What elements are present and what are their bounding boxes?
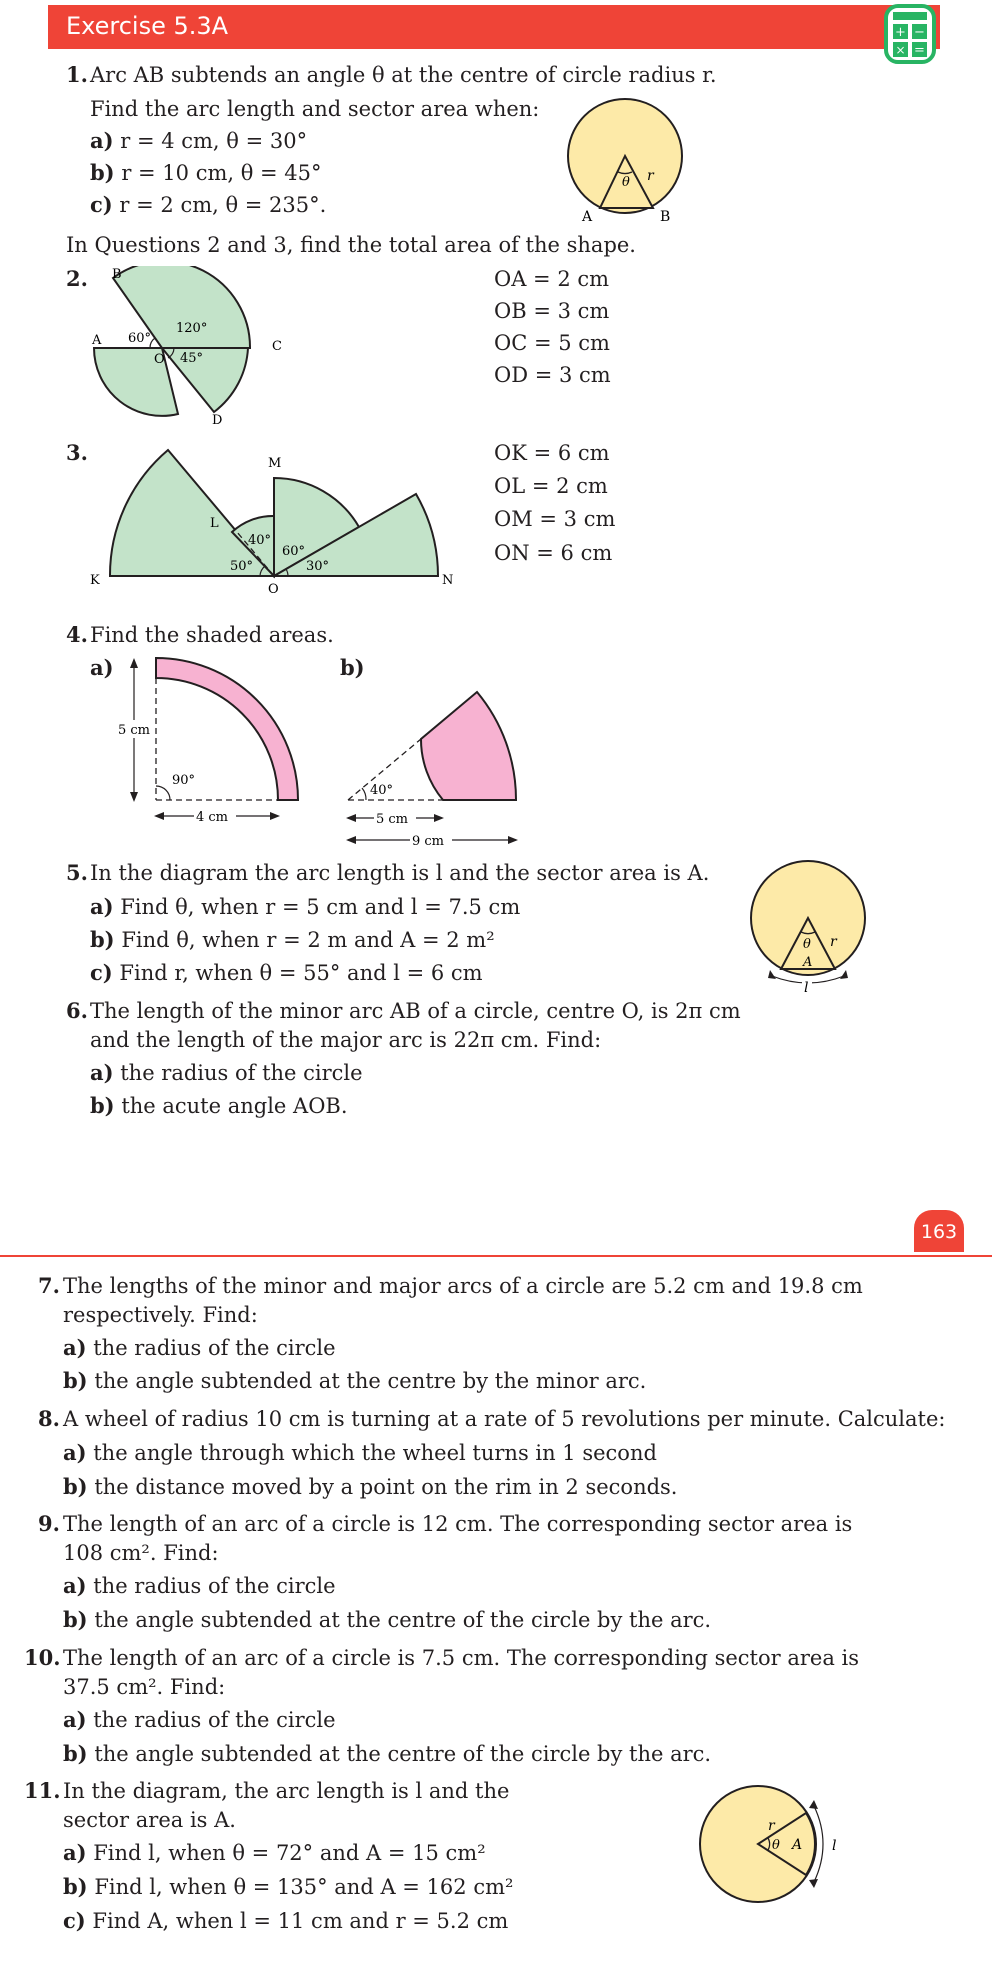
q11-theta-label: θ	[772, 1838, 780, 1853]
q3-K-label: K	[90, 573, 100, 588]
q9-line2: 108 cm². Find:	[63, 1541, 219, 1565]
q5-l-label: l	[804, 980, 809, 996]
svg-text:+: +	[895, 25, 906, 40]
q3-O-label: O	[268, 582, 279, 597]
q3-angle-30: 30°	[306, 559, 330, 574]
svg-text:−: −	[914, 25, 925, 40]
q4a-width-label: 4 cm	[196, 810, 229, 825]
q8-line1: A wheel of radius 10 cm is turning at a rate of 5 revolutions per minute. Calculate:	[63, 1407, 946, 1431]
q1-line2: Find the arc length and sector area when:	[90, 97, 540, 121]
q3-N-label: N	[442, 573, 454, 588]
q7-line2: respectively. Find:	[63, 1303, 258, 1327]
q10-number: 10.	[24, 1645, 61, 1670]
q10-line2: 37.5 cm². Find:	[63, 1675, 226, 1699]
exercise-title: Exercise 5.3A	[66, 12, 229, 40]
q3-shape-diagram	[84, 440, 464, 600]
q8-number: 8.	[38, 1406, 60, 1431]
q4b-diagram	[336, 680, 526, 850]
q6-a: a) the radius of the circle	[90, 1060, 363, 1085]
q4-b-label: b)	[340, 655, 365, 680]
q7-b: b) the angle subtended at the centre by the minor arc.	[63, 1368, 647, 1393]
q2-number: 2.	[66, 266, 88, 291]
q2-O-label: O	[154, 352, 165, 367]
q9-a: a) the radius of the circle	[63, 1573, 336, 1598]
q1-b: b) r = 10 cm, θ = 45°	[90, 160, 322, 185]
q3-L-label: L	[210, 516, 219, 531]
q6-number: 6.	[66, 998, 88, 1023]
q7-a: a) the radius of the circle	[63, 1335, 336, 1360]
q4a-height-label: 5 cm	[118, 723, 151, 738]
q2-A-label: A	[92, 333, 102, 348]
q1-line1: Arc AB subtends an angle θ at the centre of circle radius r.	[90, 63, 717, 87]
q4a-diagram	[110, 650, 310, 830]
q1-a: a) r = 4 cm, θ = 30°	[90, 128, 308, 153]
q5-a: a) Find θ, when r = 5 cm and l = 7.5 cm	[90, 894, 521, 919]
q2-shape-diagram	[84, 266, 294, 436]
q5-circle-diagram	[748, 858, 878, 998]
q11-l-label: l	[832, 1838, 837, 1854]
q4-a-label: a)	[90, 655, 114, 680]
q5-b: b) Find θ, when r = 2 m and A = 2 m²	[90, 927, 495, 952]
q11-b: b) Find l, when θ = 135° and A = 162 cm²	[63, 1874, 514, 1899]
q9-b: b) the angle subtended at the centre of the circle by the arc.	[63, 1607, 712, 1632]
q4a-angle-label: 90°	[172, 773, 196, 788]
q2-angle-60: 60°	[128, 331, 152, 346]
q4b-outer-label: 9 cm	[412, 834, 445, 849]
q4-text: Find the shaded areas.	[90, 623, 334, 647]
q10-a: a) the radius of the circle	[63, 1707, 336, 1732]
q11-r-label: r	[768, 1818, 775, 1834]
q8-a: a) the angle through which the wheel turns in 1 second	[63, 1440, 657, 1465]
q11-circle-diagram	[696, 1782, 846, 1912]
q3-number: 3.	[66, 440, 88, 465]
q5-theta-label: θ	[803, 937, 811, 952]
q3-measure-om: OM = 3 cm	[494, 507, 616, 531]
q2-angle-45: 45°	[180, 351, 204, 366]
q3-M-label: M	[268, 456, 282, 471]
q7-number: 7.	[38, 1273, 60, 1298]
q6-line1: The length of the minor arc AB of a circle, centre O, is 2π cm	[90, 999, 741, 1023]
q11-A-label: A	[792, 1837, 803, 1853]
q1-c: c) r = 2 cm, θ = 235°.	[90, 192, 327, 217]
page-divider	[0, 1255, 992, 1257]
q1-A-label: A	[582, 209, 593, 225]
q2-measure-oc: OC = 5 cm	[494, 331, 610, 355]
q11-line2: sector area is A.	[63, 1808, 236, 1832]
q4-number: 4.	[66, 622, 88, 647]
q8-b: b) the distance moved by a point on the rim in 2 seconds.	[63, 1474, 678, 1499]
q11-c: c) Find A, when l = 11 cm and r = 5.2 cm	[63, 1908, 509, 1933]
q4b-angle-label: 40°	[370, 783, 394, 798]
q1-B-label: B	[660, 209, 671, 225]
q2-D-label: D	[212, 413, 223, 428]
q11-a: a) Find l, when θ = 72° and A = 15 cm²	[63, 1840, 486, 1865]
q2-angle-120: 120°	[176, 321, 208, 336]
q3-angle-40: 40°	[248, 533, 272, 548]
svg-text:×: ×	[895, 43, 906, 57]
q6-line2: and the length of the major arc is 22π cm. Find:	[90, 1028, 602, 1052]
q10-line1: The length of an arc of a circle is 7.5 cm. The corresponding sector area is	[63, 1646, 860, 1670]
q2-measure-ob: OB = 3 cm	[494, 299, 610, 323]
q1-circle-diagram	[560, 96, 690, 226]
q1-r-label: r	[647, 168, 654, 184]
q2-C-label: C	[272, 339, 282, 354]
q5-c: c) Find r, when θ = 55° and l = 6 cm	[90, 960, 483, 985]
intro-q2-q3: In Questions 2 and 3, find the total area of the shape.	[66, 233, 636, 257]
q2-B-label: B	[112, 267, 122, 282]
q3-measure-on: ON = 6 cm	[494, 541, 613, 565]
q5-r-label: r	[830, 934, 837, 950]
page-number: 163	[914, 1210, 964, 1252]
q9-line1: The length of an arc of a circle is 12 cm. The corresponding sector area is	[63, 1512, 853, 1536]
q5-number: 5.	[66, 860, 88, 885]
q1-number: 1.	[66, 62, 88, 87]
q2-measure-oa: OA = 2 cm	[494, 267, 610, 291]
q3-angle-50: 50°	[230, 559, 254, 574]
q9-number: 9.	[38, 1511, 60, 1536]
q11-line1: In the diagram, the arc length is l and the	[63, 1779, 510, 1803]
q2-measure-od: OD = 3 cm	[494, 363, 611, 387]
q3-angle-60: 60°	[282, 544, 306, 559]
q10-b: b) the angle subtended at the centre of the circle by the arc.	[63, 1741, 712, 1766]
q1-theta-label: θ	[622, 175, 630, 190]
q7-line1: The lengths of the minor and major arcs of a circle are 5.2 cm and 19.8 cm	[63, 1274, 863, 1298]
q3-measure-ok: OK = 6 cm	[494, 441, 610, 465]
q3-measure-ol: OL = 2 cm	[494, 474, 608, 498]
q6-b: b) the acute angle AOB.	[90, 1093, 348, 1118]
exercise-banner	[48, 5, 940, 49]
q4b-inner-label: 5 cm	[376, 812, 409, 827]
q5-A-label: A	[803, 955, 813, 970]
svg-text:=: =	[914, 43, 925, 58]
q11-number: 11.	[24, 1778, 61, 1803]
q5-text: In the diagram the arc length is l and the sector area is A.	[90, 861, 710, 885]
calculator-icon	[884, 2, 936, 64]
